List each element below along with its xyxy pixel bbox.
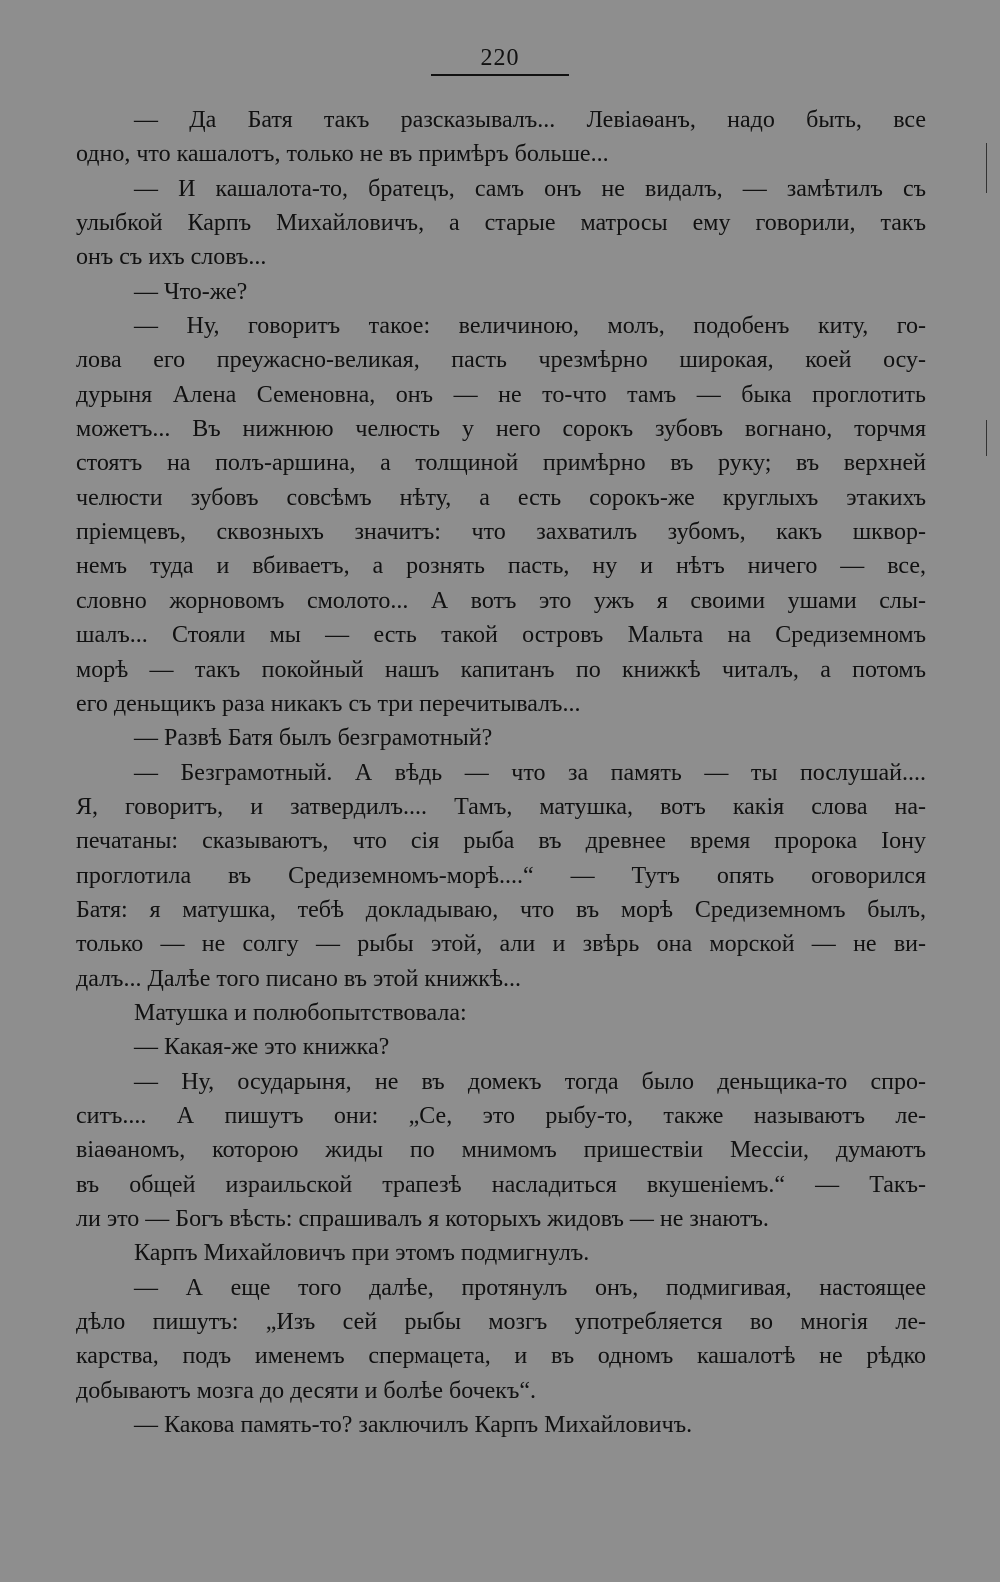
text-line: словно жорновомъ смолото... А вотъ это ужъ я своими ушами слы- <box>76 587 926 614</box>
header-rule <box>431 74 569 76</box>
text-line: только — не солгу — рыбы этой, али и звѣрь она морской — не ви- <box>76 931 926 958</box>
text-line: — Что-же? <box>134 278 248 305</box>
text-line: дурыня Алена Семеновна, онъ — не то-что тамъ — быка проглотить <box>76 381 926 408</box>
text-line: — И кашалота-то, братецъ, самъ онъ не видалъ, — замѣтилъ съ <box>134 175 926 202</box>
margin-mark <box>986 420 987 456</box>
text-line: — Какова память-то? заключилъ Карпъ Михайловичъ. <box>134 1412 693 1439</box>
text-line: его деньщикъ раза никакъ съ три перечитывалъ... <box>76 690 581 717</box>
text-line: можетъ... Въ нижнюю челюсть у него сорокъ зубовъ вогнано, торчмя <box>76 416 926 443</box>
text-line: віаѳаномъ, которою жиды по мнимомъ пришествіи Мессіи, думаютъ <box>76 1137 926 1164</box>
text-line: ситъ.... А пишутъ они: „Се, это рыбу-то, также называютъ ле- <box>76 1102 926 1129</box>
text-line: — Ну, осударыня, не въ домекъ тогда было деньщика-то спро- <box>134 1068 926 1095</box>
text-line: — Безграмотный. А вѣдь — что за память — ты послушай.... <box>134 759 926 786</box>
text-line: добываютъ мозга до десяти и болѣе бочекъ“. <box>76 1377 537 1404</box>
text-line: морѣ — такъ покойный нашъ капитанъ по книжкѣ читалъ, а потомъ <box>76 656 926 683</box>
text-line: — Да Батя такъ разсказывалъ... Левіаѳанъ, надо быть, все <box>134 107 926 133</box>
text-line: пріемцевъ, сквозныхъ значитъ: что захватилъ зубомъ, какъ шквор- <box>76 519 926 546</box>
margin-mark <box>986 143 987 193</box>
text-line: карства, подъ именемъ спермацета, и въ одномъ кашалотѣ не рѣдко <box>76 1343 926 1370</box>
text-line: шалъ... Стояли мы — есть такой островъ Мальта на Средиземномъ <box>76 622 926 649</box>
text-line: стоятъ на полъ-аршина, а толщиной примѣрно въ руку; въ верхней <box>76 450 926 477</box>
text-line: — А еще того далѣе, протянулъ онъ, подмигивая, настоящее <box>134 1274 926 1301</box>
text-line: дѣло пишутъ: „Изъ сей рыбы мозгъ употребляется во многія ле- <box>76 1309 926 1336</box>
text-line: онъ съ ихъ словъ... <box>76 244 267 271</box>
text-line: одно, что кашалотъ, только не въ примѣръ больше... <box>76 141 609 168</box>
text-line: Матушка и полюбопытствовала: <box>134 999 467 1026</box>
text-line: далъ... Далѣе того писано въ этой книжкѣ... <box>76 965 521 992</box>
text-line: проглотила въ Средиземномъ-морѣ....“ — Тутъ опять оговорился <box>76 862 926 889</box>
page-number: 220 <box>480 45 520 71</box>
body-text <box>76 103 926 1442</box>
text-line: немъ туда и вбиваетъ, а рознять пасть, ну и нѣтъ ничего — все, <box>76 553 926 580</box>
text-line: — Развѣ Батя былъ безграмотный? <box>134 725 493 752</box>
text-line: улыбкой Карпъ Михайловичъ, а старые матросы ему говорили, такъ <box>76 210 926 237</box>
text-line: ли это — Богъ вѣсть: спрашивалъ я которыхъ жидовъ — не знаютъ. <box>76 1206 769 1232</box>
text-line: — Ну, говоритъ такое: величиною, молъ, подобенъ киту, го- <box>134 313 926 340</box>
text-line: въ общей израильской трапезѣ насладиться вкушеніемъ.“ — Такъ- <box>76 1171 926 1198</box>
text-line: Я, говоритъ, и затвердилъ.... Тамъ, матушка, вотъ какія слова на- <box>76 793 926 820</box>
text-line: челюсти зубовъ совсѣмъ нѣту, а есть сорокъ-же круглыхъ этакихъ <box>76 484 926 511</box>
text-line: — Какая-же это книжка? <box>134 1034 390 1061</box>
text-line: печатаны: сказываютъ, что сія рыба въ древнее время пророка Іону <box>76 828 926 855</box>
text-line: Батя: я матушка, тебѣ докладываю, что въ морѣ Средиземномъ былъ, <box>76 896 926 923</box>
text-line: лова его преужасно-великая, пасть чрезмѣрно широкая, коей осу- <box>76 347 926 374</box>
text-line: Карпъ Михайловичъ при этомъ подмигнулъ. <box>134 1240 590 1267</box>
